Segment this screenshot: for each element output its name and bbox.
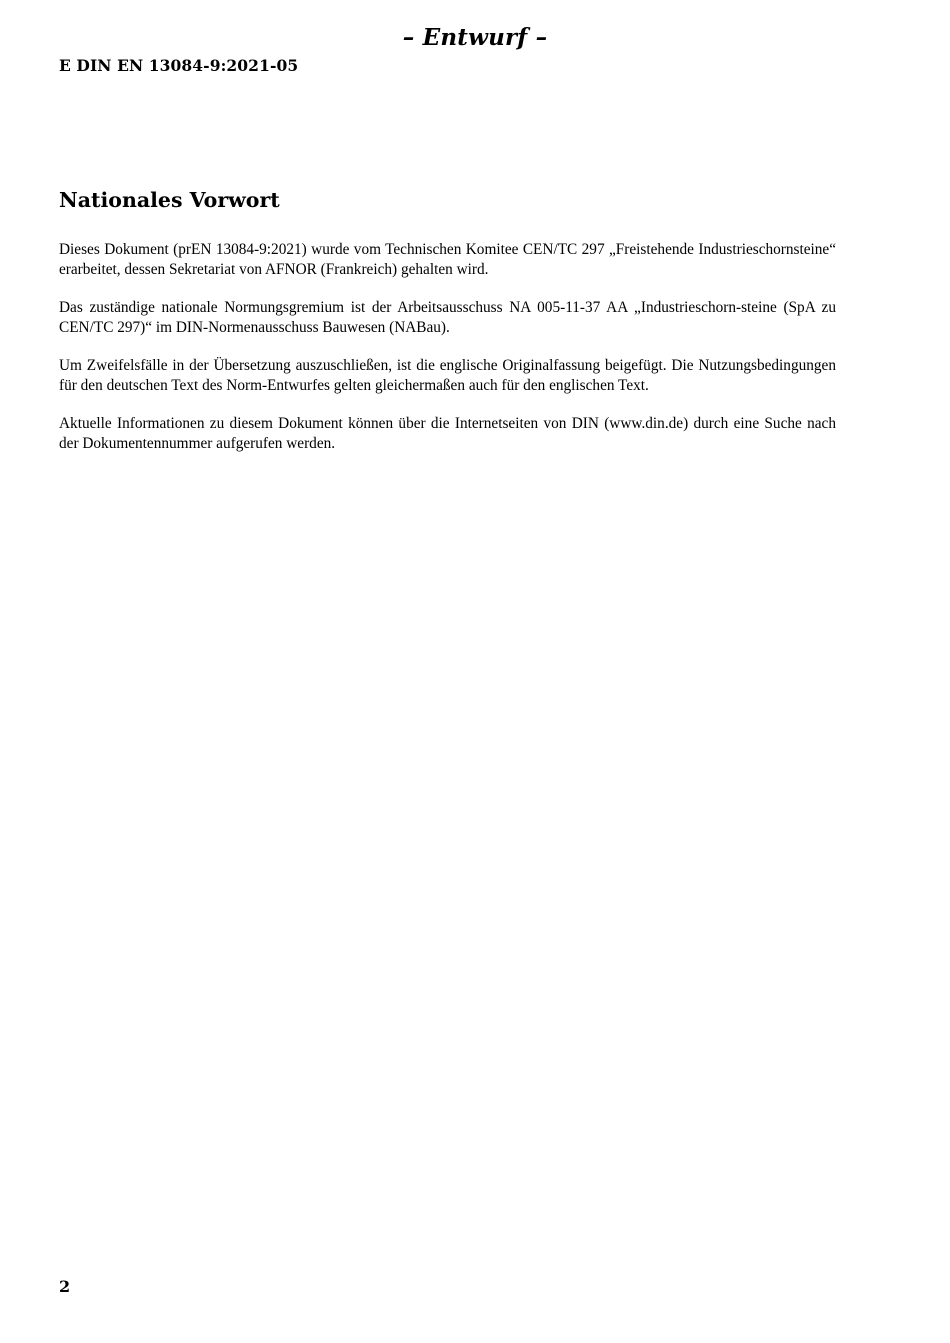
- section-title: Nationales Vorwort: [59, 188, 280, 212]
- document-id: E DIN EN 13084-9:2021-05: [59, 56, 299, 75]
- paragraph-national-body: Das zuständige nationale Normungsgremium ist der Arbeitsausschuss NA 005-11-37 AA „Industrieschorn-steine (SpA zu CEN/TC 297)“ im DIN-Normenausschuss Bauwesen (NABau).: [59, 299, 836, 336]
- paragraph-committee: Dieses Dokument (prEN 13084-9:2021) wurde vom Technischen Komitee CEN/TC 297 „Freistehende Industrieschornsteine“ erarbeitet, dessen Sekretariat von AFNOR (Frankreich) gehalten wird.: [59, 241, 836, 278]
- page-number: 2: [59, 1277, 71, 1296]
- paragraph-translation: Um Zweifelsfälle in der Übersetzung auszuschließen, ist die englische Originalfassung beigefügt. Die Nutzungsbedingungen für den deutschen Text des Norm-Entwurfes gelten gleichermaßen auch für den englischen Text.: [59, 357, 836, 394]
- draft-mark: – Entwurf –: [402, 24, 548, 51]
- foreword-body: [59, 240, 836, 472]
- paragraph-information: Aktuelle Informationen zu diesem Dokument können über die Internetseiten von DIN (www.din.de) durch eine Suche nach der Dokumentennummer aufgerufen werden.: [59, 415, 836, 452]
